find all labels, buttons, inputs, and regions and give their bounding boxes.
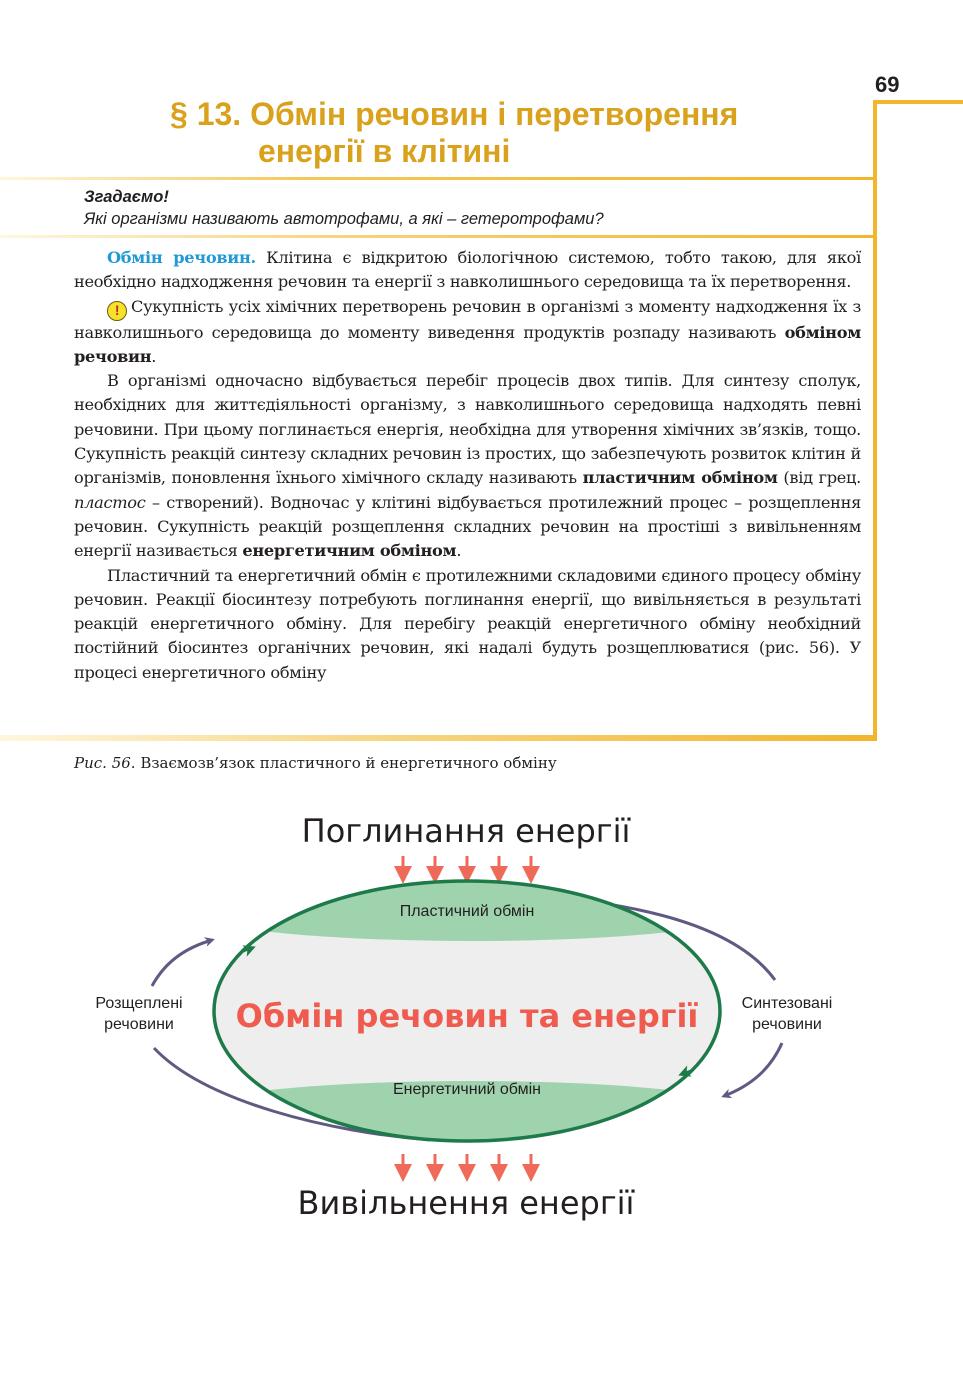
paragraph-3-end: .	[456, 541, 462, 561]
recall-box	[84, 186, 864, 230]
red-arrow-icon	[522, 856, 540, 884]
red-arrow-icon	[490, 1154, 508, 1182]
paragraph-2	[74, 295, 861, 370]
paragraph-2-end: .	[151, 346, 157, 366]
red-arrow-icon	[394, 1154, 412, 1182]
section-title	[170, 96, 870, 170]
left-return-arrow	[152, 940, 212, 986]
red-arrow-icon	[394, 856, 412, 884]
red-arrow-icon	[426, 1154, 444, 1182]
recall-divider	[0, 235, 873, 238]
figure-caption	[74, 754, 557, 772]
figure-label: Рис. 56	[74, 754, 131, 772]
red-arrow-icon	[426, 856, 444, 884]
paragraph-3	[74, 369, 861, 563]
paragraph-3-text-2: (від грец.	[777, 468, 862, 488]
recall-heading: Згадаємо!	[84, 188, 169, 206]
split-substances-label-1: Розщеплені	[95, 995, 183, 1012]
paragraph-4-text: Пластичний та енергетичний обмін є протилежними складовими єдиного процесу обміну речовин. Реакції біосинтезу потребують поглинання енергії, що вивільняється в результаті реакцій енергетичного обміну. Для перебігу реакцій енергетичного обміну необхідний постійний біосинтез органічних речовин, які надалі будуть розщеплюватися (рис. 56). У процесі енергетичного обміну	[74, 565, 861, 682]
red-arrow-icon	[458, 1154, 476, 1182]
right-return-arrow	[724, 1043, 782, 1096]
lead-term: Обмін речовин.	[107, 248, 256, 267]
paragraph-3-text-3: – створений). Водночас у клітині відбувається протилежний процес – розщеплення речовин. Сукупність реакцій розщеплення складних речовин на простіші з вивільненням енергії називається	[74, 492, 861, 561]
title-line-1: § 13. Обмін речовин і перетворення	[170, 96, 739, 132]
page-side-rule	[873, 100, 877, 740]
figure-caption-text: . Взаємозв’язок пластичного й енергетичного обміну	[130, 754, 557, 772]
red-arrow-icon	[490, 856, 508, 884]
page-corner-rule	[876, 100, 963, 104]
term-plastic: пластичним обміном	[582, 468, 778, 488]
paragraph-4	[74, 564, 861, 685]
release-label: Вивільнення енергії	[297, 1184, 635, 1222]
paragraph-1	[74, 246, 861, 295]
title-line-2: енергії в клітині	[258, 133, 511, 169]
red-arrow-icon	[522, 1154, 540, 1182]
energy-exchange-label: Енергетичний обмін	[392, 1081, 542, 1098]
plastic-exchange-label: Пластичний обмін	[399, 903, 535, 920]
page-number: 69	[875, 72, 900, 97]
synthesized-substances-label-1: Синтезовані	[741, 995, 833, 1012]
center-label: Обмін речовин та енергії	[235, 997, 699, 1035]
greek-word: пластос	[74, 492, 146, 512]
main-text	[74, 246, 861, 685]
paragraph-1-text: Клітина є відкритою біологічною системою, тобто такою, для якої необхідно надходження речовин та енергії з навколишнього середовища та їх перетворення.	[74, 248, 861, 292]
recall-question: Які організми називають автотрофами, а які – гетеротрофами?	[84, 210, 604, 228]
metabolism-diagram	[0, 790, 963, 1230]
warning-icon: !	[107, 301, 127, 321]
release-arrows	[394, 1154, 540, 1182]
term-energy: енергетичним обміном	[242, 541, 457, 561]
synthesized-substances-label-2: речовини	[752, 1016, 822, 1033]
paragraph-2-text: Сукупність усіх хімічних перетворень речовин в організмі з моменту надходження їх з навколишнього середовища до моменту виведення продуктів розпаду називають	[74, 296, 861, 342]
text-bottom-divider	[0, 735, 877, 741]
paragraph-3-text-1: В організмі одночасно відбувається перебіг процесів двох типів. Для синтезу сполук, необхідних для життєдіяльності організму, з навколишнього середовища надходять певні речовини. При цьому поглинається енергія, необхідна для утворення хімічних зв’язків, тощо. Сукупність реакцій синтезу складних речовин із простих, що забезпечують розвиток клітин й організмів, поновлення їхнього хімічного складу називають	[74, 371, 861, 488]
split-substances-label-2: речовини	[104, 1016, 174, 1033]
term-metabolism: обміном речовин	[74, 322, 861, 366]
absorption-label: Поглинання енергії	[301, 812, 631, 850]
title-divider	[0, 177, 873, 180]
